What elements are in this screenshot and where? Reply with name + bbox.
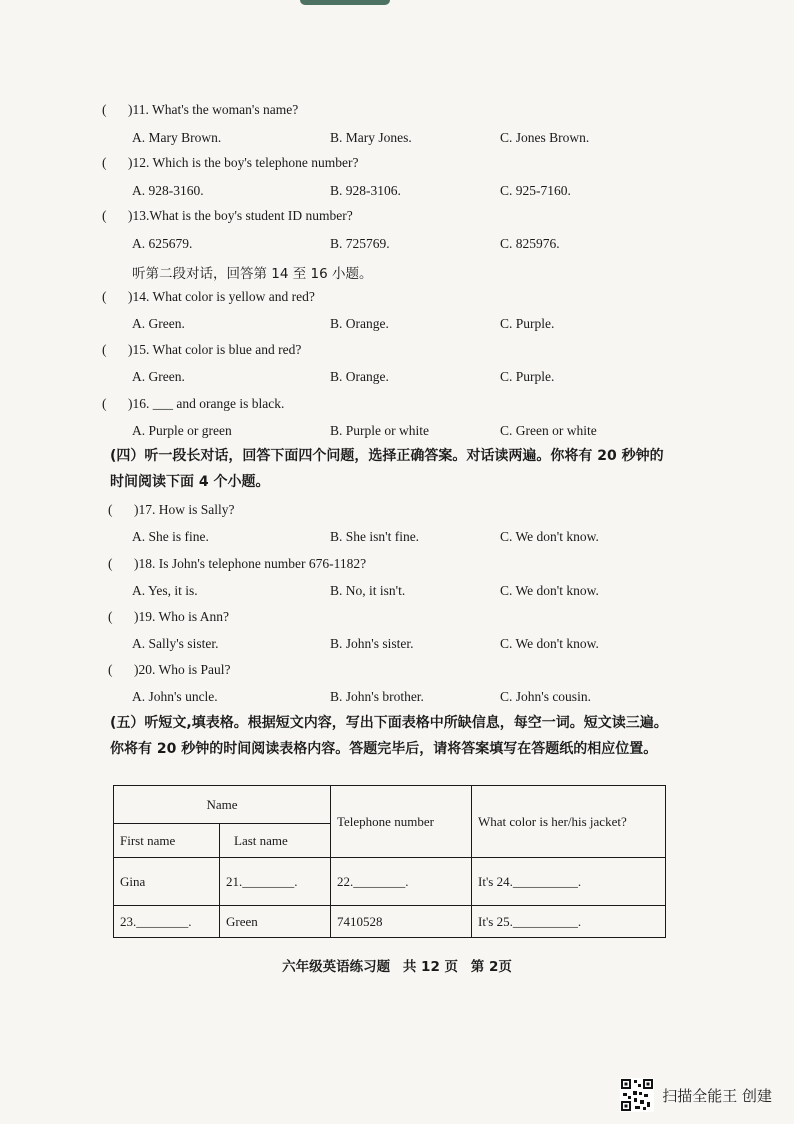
jacket-header: What color is her/his jacket? bbox=[472, 786, 666, 858]
qr-code-icon bbox=[620, 1078, 654, 1112]
footer-total: 共 12 页 bbox=[402, 959, 459, 975]
question-16 bbox=[102, 396, 284, 412]
question-20-option-c[interactable]: C. John's cousin. bbox=[500, 689, 591, 704]
question-11 bbox=[102, 102, 298, 118]
question-13 bbox=[102, 208, 353, 224]
question-20 bbox=[108, 662, 231, 678]
answer-paren-16[interactable]: ( bbox=[102, 396, 107, 411]
answer-paren-12[interactable]: ( bbox=[102, 155, 107, 170]
question-18-option-b[interactable]: B. No, it isn't. bbox=[330, 583, 406, 598]
answer-paren-11[interactable]: ( bbox=[102, 102, 107, 117]
question-17-option-b[interactable]: B. She isn't fine. bbox=[330, 529, 420, 544]
question-13-option-a[interactable]: A. 625679. bbox=[132, 236, 193, 251]
question-18-option-c[interactable]: C. We don't know. bbox=[500, 583, 599, 598]
question-11-option-c[interactable]: C. Jones Brown. bbox=[500, 130, 590, 145]
blank-21[interactable]: 21.________. bbox=[220, 858, 331, 906]
question-12 bbox=[102, 155, 359, 171]
footer-title: 六年级英语练习题 bbox=[282, 959, 391, 975]
answer-paren-20[interactable]: ( bbox=[108, 662, 113, 677]
question-13-option-b[interactable]: B. 725769. bbox=[330, 236, 390, 251]
blank-24[interactable]: It's 24.__________. bbox=[472, 858, 666, 906]
answer-paren-17[interactable]: ( bbox=[108, 502, 113, 517]
question-15 bbox=[102, 342, 301, 358]
fill-in-table bbox=[113, 785, 666, 938]
blank-22[interactable]: 22.________. bbox=[331, 858, 472, 906]
blank-25[interactable]: It's 25.__________. bbox=[472, 906, 666, 938]
question-14-option-c[interactable]: C. Purple. bbox=[500, 316, 555, 331]
cell-gina: Gina bbox=[114, 858, 220, 906]
question-13-stem: )13.What is the boy's student ID number? bbox=[128, 208, 353, 223]
question-19-option-b[interactable]: B. John's sister. bbox=[330, 636, 414, 651]
footer-page: 第 2页 bbox=[470, 959, 512, 975]
question-12-option-c[interactable]: C. 925-7160. bbox=[500, 183, 571, 198]
listen-second-instruction: 听第二段对话，回答第 14 至 16 小题。 bbox=[132, 266, 373, 282]
section-5-instruction: (五）听短文,填表格。根据短文内容，写出下面表格中所缺信息，每空一词。短文读三遍。你将有 20 秒钟的时间阅读表格内容。答题完毕后，请将答案填写在答题纸的相应位置。 bbox=[110, 715, 668, 757]
answer-paren-18[interactable]: ( bbox=[108, 556, 113, 571]
question-19-option-c[interactable]: C. We don't know. bbox=[500, 636, 599, 651]
question-17-option-c[interactable]: C. We don't know. bbox=[500, 529, 599, 544]
question-20-option-b[interactable]: B. John's brother. bbox=[330, 689, 424, 704]
question-15-option-a[interactable]: A. Green. bbox=[132, 369, 185, 384]
question-19-stem: )19. Who is Ann? bbox=[134, 609, 229, 624]
question-17-option-a[interactable]: A. She is fine. bbox=[132, 529, 209, 544]
question-16-option-b[interactable]: B. Purple or white bbox=[330, 423, 429, 438]
question-20-stem: )20. Who is Paul? bbox=[134, 662, 231, 677]
question-14-option-b[interactable]: B. Orange. bbox=[330, 316, 389, 331]
question-14 bbox=[102, 289, 315, 305]
section-4-instruction: (四）听一段长对话，回答下面四个问题，选择正确答案。对话读两遍。你将有 20 秒钟的时间阅读下面 4 个小题。 bbox=[110, 448, 664, 490]
question-16-option-a[interactable]: A. Purple or green bbox=[132, 423, 232, 438]
question-17-stem: )17. How is Sally? bbox=[134, 502, 235, 517]
cell-phone-7410528: 7410528 bbox=[331, 906, 472, 938]
question-18-option-a[interactable]: A. Yes, it is. bbox=[132, 583, 198, 598]
question-11-stem: )11. What's the woman's name? bbox=[128, 102, 299, 117]
question-13-option-c[interactable]: C. 825976. bbox=[500, 236, 560, 251]
question-12-option-a[interactable]: A. 928-3160. bbox=[132, 183, 204, 198]
question-19 bbox=[108, 609, 229, 625]
scan-smudge bbox=[300, 0, 390, 5]
first-name-header: First name bbox=[114, 824, 220, 858]
name-header: Name bbox=[114, 786, 331, 824]
question-18-stem: )18. Is John's telephone number 676-1182? bbox=[134, 556, 367, 571]
question-12-stem: )12. Which is the boy's telephone number? bbox=[128, 155, 359, 170]
question-19-option-a[interactable]: A. Sally's sister. bbox=[132, 636, 219, 651]
page-footer bbox=[0, 955, 794, 975]
question-15-option-c[interactable]: C. Purple. bbox=[500, 369, 555, 384]
question-15-stem: )15. What color is blue and red? bbox=[128, 342, 302, 357]
last-name-header: Last name bbox=[220, 824, 331, 858]
cell-green: Green bbox=[220, 906, 331, 938]
question-16-stem: )16. ___ and orange is black. bbox=[128, 396, 285, 411]
question-17 bbox=[108, 502, 235, 518]
question-14-stem: )14. What color is yellow and red? bbox=[128, 289, 315, 304]
answer-paren-14[interactable]: ( bbox=[102, 289, 107, 304]
question-11-option-b[interactable]: B. Mary Jones. bbox=[330, 130, 412, 145]
answer-paren-13[interactable]: ( bbox=[102, 208, 107, 223]
answer-paren-19[interactable]: ( bbox=[108, 609, 113, 624]
question-12-option-b[interactable]: B. 928-3106. bbox=[330, 183, 401, 198]
question-20-option-a[interactable]: A. John's uncle. bbox=[132, 689, 218, 704]
question-11-option-a[interactable]: A. Mary Brown. bbox=[132, 130, 222, 145]
question-15-option-b[interactable]: B. Orange. bbox=[330, 369, 389, 384]
blank-23[interactable]: 23.________. bbox=[114, 906, 220, 938]
question-16-option-c[interactable]: C. Green or white bbox=[500, 423, 597, 438]
answer-paren-15[interactable]: ( bbox=[102, 342, 107, 357]
question-14-option-a[interactable]: A. Green. bbox=[132, 316, 185, 331]
telephone-header: Telephone number bbox=[331, 786, 472, 858]
scanner-watermark bbox=[620, 1078, 772, 1112]
watermark-text: 扫描全能王 创建 bbox=[662, 1086, 772, 1105]
question-18 bbox=[108, 556, 366, 572]
